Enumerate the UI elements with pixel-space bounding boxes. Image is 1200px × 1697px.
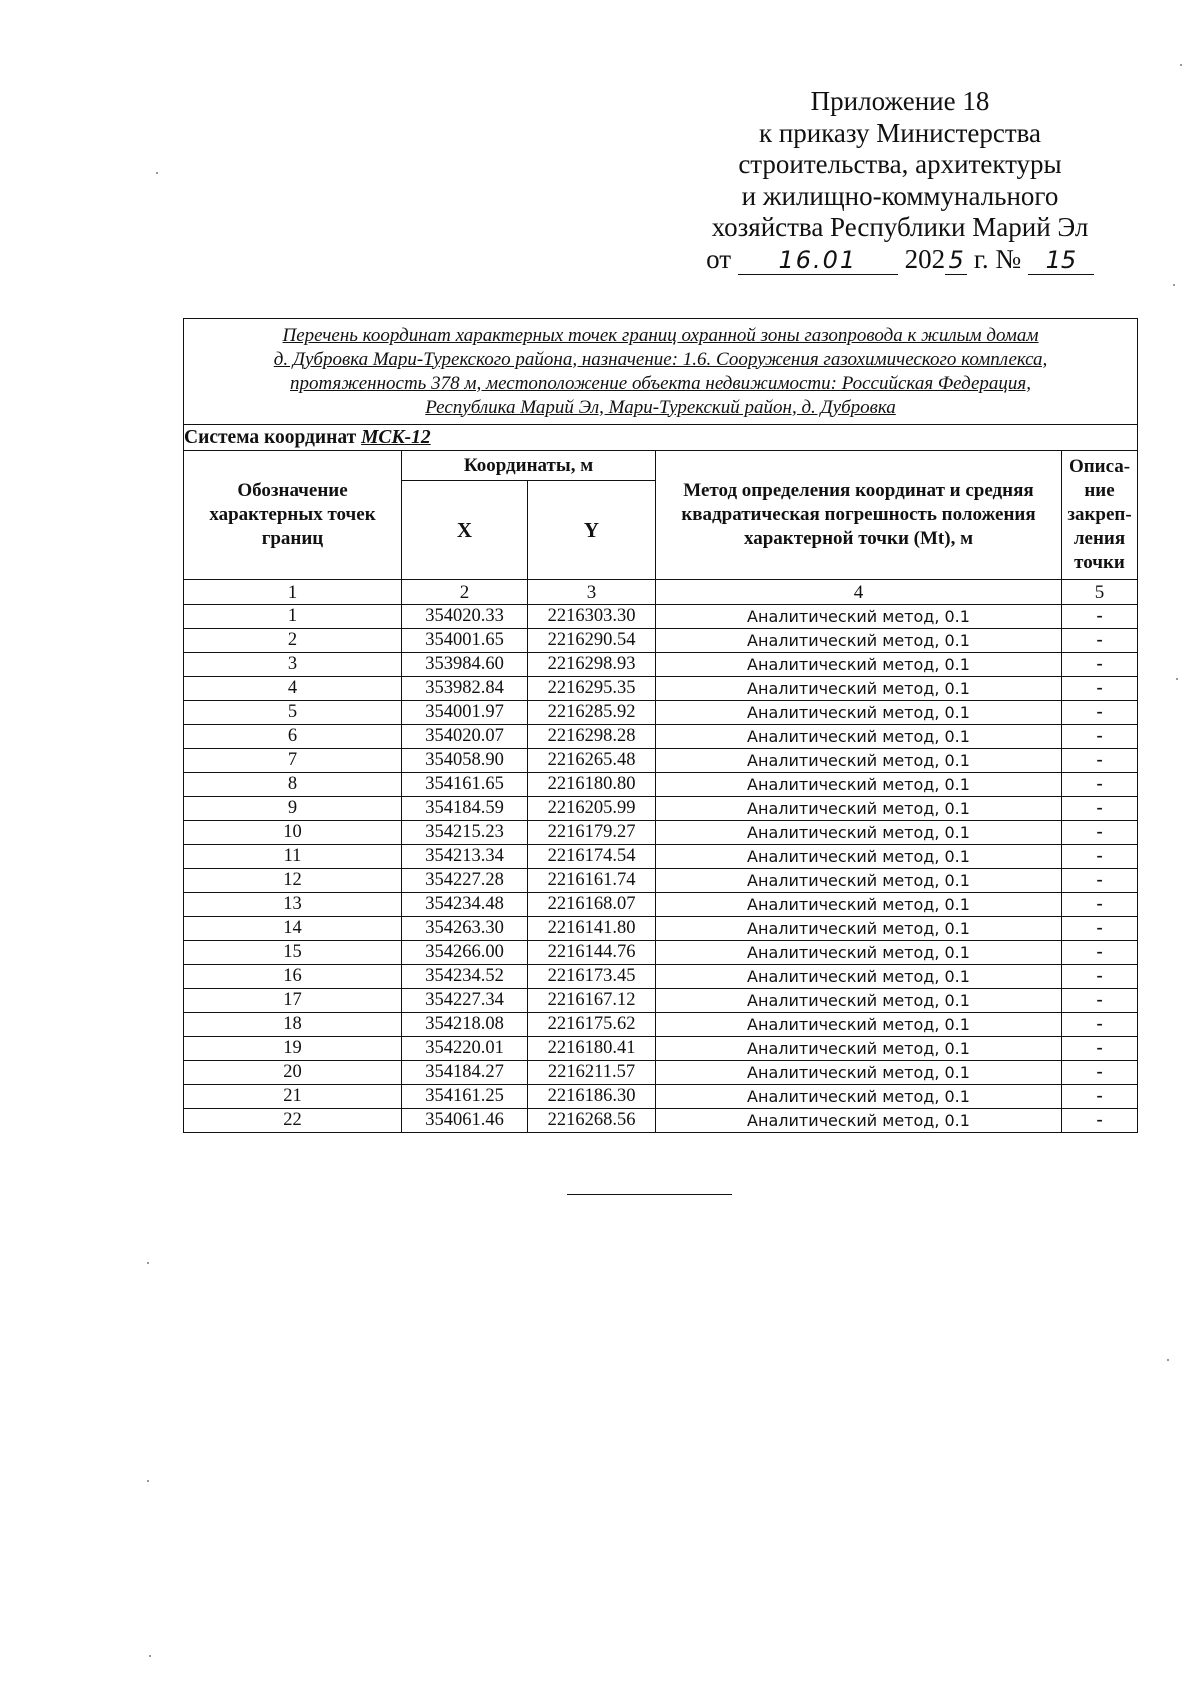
year-suffix-number-label: г. №: [973, 243, 1022, 274]
description-cell: -: [1062, 965, 1138, 989]
x-coordinate: 354227.28: [402, 869, 528, 893]
y-coordinate: 2216161.74: [528, 869, 656, 893]
point-number: 16: [184, 965, 402, 989]
table-title: [184, 319, 1138, 425]
point-number: 4: [184, 677, 402, 701]
method-cell: Аналитический метод, 0.1: [656, 869, 1062, 893]
y-coordinate: 2216285.92: [528, 701, 656, 725]
method-cell: Аналитический метод, 0.1: [656, 701, 1062, 725]
description-cell: -: [1062, 1109, 1138, 1133]
table-row: [184, 629, 1138, 653]
y-coordinate: 2216211.57: [528, 1061, 656, 1085]
y-coordinate: 2216179.27: [528, 821, 656, 845]
point-number: 17: [184, 989, 402, 1013]
y-coordinate: 2216290.54: [528, 629, 656, 653]
method-cell: Аналитический метод, 0.1: [656, 965, 1062, 989]
order-date-number-line: [690, 244, 1110, 276]
y-coordinate: 2216298.28: [528, 725, 656, 749]
method-cell: Аналитический метод, 0.1: [656, 893, 1062, 917]
x-coordinate: 354184.27: [402, 1061, 528, 1085]
x-coordinate: 354263.30: [402, 917, 528, 941]
column-number: 4: [656, 580, 1062, 605]
column-number: 5: [1062, 580, 1138, 605]
scan-speck: [1173, 284, 1175, 286]
description-cell: -: [1062, 773, 1138, 797]
y-coordinate: 2216265.48: [528, 749, 656, 773]
point-number: 8: [184, 773, 402, 797]
point-number: 7: [184, 749, 402, 773]
description-cell: -: [1062, 941, 1138, 965]
y-coordinate: 2216144.76: [528, 941, 656, 965]
column-number: 3: [528, 580, 656, 605]
x-coordinate: 354001.65: [402, 629, 528, 653]
y-coordinate: 2216167.12: [528, 989, 656, 1013]
header-x: X: [402, 481, 528, 580]
method-cell: Аналитический метод, 0.1: [656, 917, 1062, 941]
y-coordinate: 2216268.56: [528, 1109, 656, 1133]
column-number-row: [184, 580, 1138, 605]
x-coordinate: 354001.97: [402, 701, 528, 725]
point-number: 6: [184, 725, 402, 749]
handwritten-year-digit: 5: [945, 246, 967, 275]
table-row: [184, 941, 1138, 965]
x-coordinate: 354161.65: [402, 773, 528, 797]
point-number: 20: [184, 1061, 402, 1085]
description-cell: -: [1062, 845, 1138, 869]
method-cell: Аналитический метод, 0.1: [656, 749, 1062, 773]
coordinate-system: [184, 425, 1138, 451]
x-coordinate: 354213.34: [402, 845, 528, 869]
table-row: [184, 653, 1138, 677]
point-number: 2: [184, 629, 402, 653]
scan-speck: [1176, 678, 1178, 680]
table-row: [184, 797, 1138, 821]
description-cell: -: [1062, 893, 1138, 917]
table-row: [184, 1013, 1138, 1037]
description-cell: -: [1062, 653, 1138, 677]
handwritten-date: 16.01: [738, 246, 898, 275]
header-description: Описа-ние закреп-ления точки: [1062, 451, 1138, 580]
x-coordinate: 353982.84: [402, 677, 528, 701]
scan-speck: [156, 172, 158, 174]
header-row-1: [184, 451, 1138, 481]
point-number: 11: [184, 845, 402, 869]
y-coordinate: 2216180.41: [528, 1037, 656, 1061]
x-coordinate: 354266.00: [402, 941, 528, 965]
description-cell: -: [1062, 605, 1138, 629]
table-row: [184, 773, 1138, 797]
method-cell: Аналитический метод, 0.1: [656, 605, 1062, 629]
y-coordinate: 2216173.45: [528, 965, 656, 989]
method-cell: Аналитический метод, 0.1: [656, 1061, 1062, 1085]
method-cell: Аналитический метод, 0.1: [656, 797, 1062, 821]
x-coordinate: 354184.59: [402, 797, 528, 821]
scan-speck: [1167, 1359, 1169, 1361]
y-coordinate: 2216174.54: [528, 845, 656, 869]
y-coordinate: 2216303.30: [528, 605, 656, 629]
table-row: [184, 701, 1138, 725]
y-coordinate: 2216295.35: [528, 677, 656, 701]
x-coordinate: 354058.90: [402, 749, 528, 773]
coordinate-system-row: [184, 425, 1138, 451]
y-coordinate: 2216180.80: [528, 773, 656, 797]
scan-speck: [147, 1262, 149, 1264]
table-row: [184, 821, 1138, 845]
x-coordinate: 354218.08: [402, 1013, 528, 1037]
y-coordinate: 2216168.07: [528, 893, 656, 917]
scan-speck: [1180, 64, 1182, 66]
method-cell: Аналитический метод, 0.1: [656, 821, 1062, 845]
x-coordinate: 354061.46: [402, 1109, 528, 1133]
method-cell: Аналитический метод, 0.1: [656, 773, 1062, 797]
description-cell: -: [1062, 1061, 1138, 1085]
point-number: 3: [184, 653, 402, 677]
point-number: 10: [184, 821, 402, 845]
table-title-line: Перечень координат характерных точек границ охранной зоны газопровода к жилым домам: [282, 324, 1039, 346]
header-coordinates: Координаты, м: [402, 451, 656, 481]
table-row: [184, 965, 1138, 989]
table-row: [184, 917, 1138, 941]
method-cell: Аналитический метод, 0.1: [656, 1013, 1062, 1037]
table-title-line: д. Дубровка Мари-Турекского района, назначение: 1.6. Сооружения газохимического комплекса,: [273, 348, 1048, 370]
x-coordinate: 354020.07: [402, 725, 528, 749]
x-coordinate: 354220.01: [402, 1037, 528, 1061]
description-cell: -: [1062, 1037, 1138, 1061]
ministry-line-1: строительства, архитектуры: [738, 149, 1062, 179]
description-cell: -: [1062, 1013, 1138, 1037]
y-coordinate: 2216298.93: [528, 653, 656, 677]
description-cell: -: [1062, 989, 1138, 1013]
point-number: 19: [184, 1037, 402, 1061]
coordinates-table: [183, 318, 1138, 1133]
point-number: 15: [184, 941, 402, 965]
y-coordinate: 2216205.99: [528, 797, 656, 821]
table-row: [184, 725, 1138, 749]
y-coordinate: 2216175.62: [528, 1013, 656, 1037]
point-number: 5: [184, 701, 402, 725]
coordinates-table-body: [184, 319, 1138, 1133]
end-divider-line: [567, 1194, 732, 1195]
description-cell: -: [1062, 677, 1138, 701]
table-row: [184, 677, 1138, 701]
description-cell: -: [1062, 629, 1138, 653]
point-number: 18: [184, 1013, 402, 1037]
method-cell: Аналитический метод, 0.1: [656, 1109, 1062, 1133]
header-method: Метод определения координат и средняя квадратическая погрешность положения характерной точки (Mt), м: [656, 451, 1062, 580]
y-coordinate: 2216186.30: [528, 1085, 656, 1109]
description-cell: -: [1062, 869, 1138, 893]
x-coordinate: 354215.23: [402, 821, 528, 845]
point-number: 9: [184, 797, 402, 821]
method-cell: Аналитический метод, 0.1: [656, 1037, 1062, 1061]
table-row: [184, 605, 1138, 629]
coordinate-system-name: МСК-12: [361, 427, 431, 448]
x-coordinate: 353984.60: [402, 653, 528, 677]
x-coordinate: 354161.25: [402, 1085, 528, 1109]
method-cell: Аналитический метод, 0.1: [656, 629, 1062, 653]
table-row: [184, 845, 1138, 869]
x-coordinate: 354234.52: [402, 965, 528, 989]
method-cell: Аналитический метод, 0.1: [656, 677, 1062, 701]
ministry-line-3: хозяйства Республики Марий Эл: [711, 212, 1089, 242]
method-cell: Аналитический метод, 0.1: [656, 725, 1062, 749]
table-row: [184, 1037, 1138, 1061]
method-cell: Аналитический метод, 0.1: [656, 845, 1062, 869]
description-cell: -: [1062, 1085, 1138, 1109]
table-row: [184, 893, 1138, 917]
table-row: [184, 989, 1138, 1013]
description-cell: -: [1062, 725, 1138, 749]
description-cell: -: [1062, 917, 1138, 941]
scan-speck: [149, 1655, 151, 1657]
handwritten-order-number: 15: [1028, 246, 1094, 275]
point-number: 13: [184, 893, 402, 917]
column-number: 2: [402, 580, 528, 605]
table-title-line: протяженность 378 м, местоположение объекта недвижимости: Российская Федерация,: [290, 372, 1032, 394]
x-coordinate: 354227.34: [402, 989, 528, 1013]
table-row: [184, 1085, 1138, 1109]
table-row: [184, 869, 1138, 893]
method-cell: Аналитический метод, 0.1: [656, 1085, 1062, 1109]
column-number: 1: [184, 580, 402, 605]
table-title-line: Республика Марий Эл, Мари-Турекский район, д. Дубровка: [425, 396, 896, 418]
description-cell: -: [1062, 797, 1138, 821]
point-number: 12: [184, 869, 402, 893]
description-cell: -: [1062, 701, 1138, 725]
year-prefix: 202: [904, 243, 946, 274]
coordinate-system-label: Система координат: [184, 427, 357, 448]
table-row: [184, 1061, 1138, 1085]
x-coordinate: 354234.48: [402, 893, 528, 917]
appendix-header: [690, 86, 1110, 275]
scan-speck: [147, 1480, 149, 1482]
point-number: 1: [184, 605, 402, 629]
description-cell: -: [1062, 821, 1138, 845]
point-number: 22: [184, 1109, 402, 1133]
point-number: 21: [184, 1085, 402, 1109]
from-label: от: [706, 243, 732, 274]
header-designation: Обозначение характерных точек границ: [184, 451, 402, 580]
header-y: Y: [528, 481, 656, 580]
x-coordinate: 354020.33: [402, 605, 528, 629]
method-cell: Аналитический метод, 0.1: [656, 989, 1062, 1013]
y-coordinate: 2216141.80: [528, 917, 656, 941]
table-title-row: [184, 319, 1138, 425]
ministry-line-2: и жилищно-коммунального: [741, 180, 1059, 211]
appendix-title: Приложение 18: [810, 86, 990, 116]
method-cell: Аналитический метод, 0.1: [656, 941, 1062, 965]
table-row: [184, 1109, 1138, 1133]
point-number: 14: [184, 917, 402, 941]
order-reference-line: к приказу Министерства: [758, 117, 1042, 148]
description-cell: -: [1062, 749, 1138, 773]
table-row: [184, 749, 1138, 773]
method-cell: Аналитический метод, 0.1: [656, 653, 1062, 677]
